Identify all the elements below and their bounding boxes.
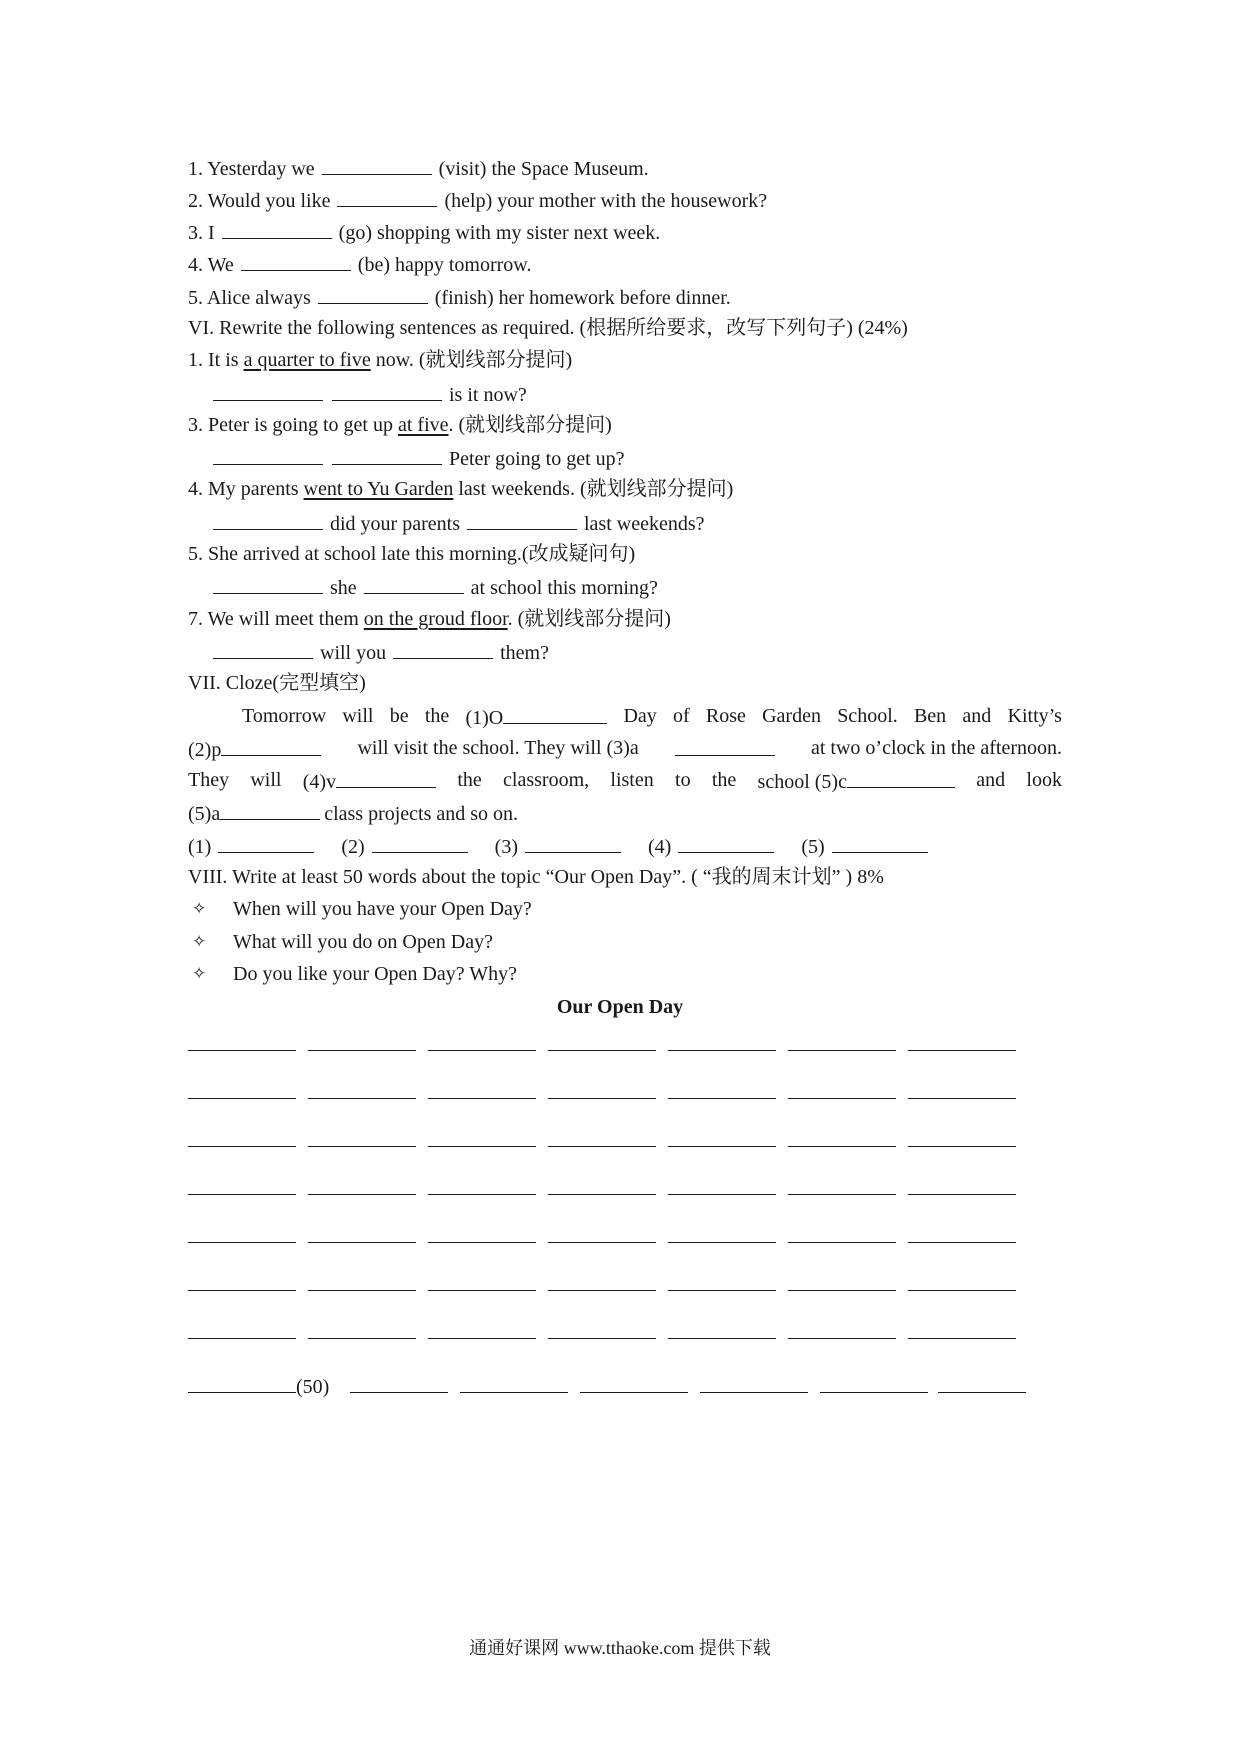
writing-line[interactable] xyxy=(308,1146,416,1147)
writing-line[interactable] xyxy=(908,1290,1016,1291)
answer-blank[interactable] xyxy=(213,573,323,594)
prompt-question: What will you do on Open Day? xyxy=(233,931,493,953)
exercise-item xyxy=(188,606,671,632)
item-text: at school this morning? xyxy=(470,577,658,599)
exercise-item xyxy=(188,283,731,311)
cloze-word: Ben xyxy=(913,705,947,727)
writing-line[interactable] xyxy=(428,1290,536,1291)
writing-line[interactable] xyxy=(788,1194,896,1195)
writing-line[interactable] xyxy=(428,1050,536,1051)
answer-blank[interactable] xyxy=(393,638,493,659)
item-number: 3. xyxy=(188,414,203,436)
answer-blank[interactable] xyxy=(318,283,428,304)
answer-blank[interactable] xyxy=(213,509,323,530)
section-heading: VI. Rewrite the following sentences as required. (根据所给要求，改写下列句子) (24%) xyxy=(188,317,908,339)
item-text: them? xyxy=(500,642,549,664)
writing-line[interactable] xyxy=(188,1194,296,1195)
item-text: My parents xyxy=(208,478,299,500)
answer-label: (2) xyxy=(341,836,365,858)
writing-line[interactable] xyxy=(668,1146,776,1147)
item-number: 5. xyxy=(188,543,203,565)
exercise-item xyxy=(188,250,531,278)
item-number: 3. xyxy=(188,222,203,244)
item-number: 1. xyxy=(188,158,203,180)
writing-line[interactable] xyxy=(548,1098,656,1099)
item-text: will you xyxy=(320,642,387,664)
writing-line[interactable] xyxy=(668,1194,776,1195)
cloze-word: listen xyxy=(610,769,654,791)
section-heading: VII. Cloze(完型填空) xyxy=(188,672,366,694)
writing-line[interactable] xyxy=(308,1290,416,1291)
item-text: We xyxy=(207,254,234,276)
item-text: We will meet them xyxy=(207,608,359,630)
star-bullet-icon: ✧ xyxy=(192,964,207,984)
cloze-word: (5)c xyxy=(814,771,847,793)
writing-line[interactable] xyxy=(700,1392,808,1393)
writing-line[interactable] xyxy=(188,1290,296,1291)
writing-line[interactable] xyxy=(188,1338,296,1339)
cloze-word: look xyxy=(1026,769,1062,791)
writing-line[interactable] xyxy=(908,1338,1016,1339)
writing-line[interactable] xyxy=(428,1338,536,1339)
writing-line[interactable] xyxy=(938,1392,1026,1393)
item-text: Peter going to get up? xyxy=(449,448,625,470)
answer-line xyxy=(211,638,549,666)
answer-blank[interactable] xyxy=(525,832,621,853)
item-text: is it now? xyxy=(449,384,527,406)
answer-blank[interactable] xyxy=(332,444,442,465)
writing-line[interactable] xyxy=(668,1098,776,1099)
cloze-word: Rose xyxy=(705,705,746,727)
cloze-blank[interactable] xyxy=(675,735,775,756)
exercise-item xyxy=(188,412,612,438)
writing-line[interactable] xyxy=(908,1194,1016,1195)
writing-line[interactable] xyxy=(428,1146,536,1147)
exercise-item xyxy=(188,154,649,182)
star-bullet-icon: ✧ xyxy=(192,932,207,952)
answer-label: (5) xyxy=(801,836,825,858)
cloze-word: School. xyxy=(837,705,898,727)
writing-line[interactable] xyxy=(308,1050,416,1051)
writing-line[interactable] xyxy=(188,1050,296,1051)
writing-line[interactable] xyxy=(188,1242,296,1243)
cloze-word: They xyxy=(188,769,230,791)
cloze-word: Garden xyxy=(762,705,821,727)
writing-line[interactable] xyxy=(308,1098,416,1099)
answer-label: (4) xyxy=(647,836,672,858)
underlined-phrase: a quarter to five xyxy=(243,349,371,371)
item-text: she xyxy=(330,577,357,599)
answer-blank[interactable] xyxy=(364,573,464,594)
answer-blank[interactable] xyxy=(218,832,314,853)
item-text: Peter is going to get up xyxy=(208,414,393,436)
item-text: Would you like xyxy=(207,190,331,212)
cloze-blank[interactable] xyxy=(336,767,436,788)
writing-line[interactable] xyxy=(308,1338,416,1339)
writing-line[interactable] xyxy=(788,1050,896,1051)
writing-line[interactable] xyxy=(188,1098,296,1099)
item-number: 7. xyxy=(188,608,203,630)
item-text: last weekends. (就划线部分提问) xyxy=(458,478,734,500)
writing-line[interactable] xyxy=(548,1146,656,1147)
cloze-word: of xyxy=(673,705,690,727)
cloze-word: and xyxy=(976,769,1006,791)
exercise-item xyxy=(188,541,635,567)
essay-title: Our Open Day xyxy=(556,996,684,1018)
writing-line[interactable] xyxy=(548,1194,656,1195)
cloze-line xyxy=(242,703,1062,731)
writing-line[interactable] xyxy=(188,1146,296,1147)
item-text: now. (就划线部分提问) xyxy=(375,349,573,371)
writing-line[interactable] xyxy=(428,1242,536,1243)
writing-line[interactable] xyxy=(548,1242,656,1243)
underlined-phrase: on the groud floor xyxy=(363,608,508,630)
answer-line xyxy=(211,444,625,472)
writing-line[interactable] xyxy=(548,1290,656,1291)
underlined-phrase: at five xyxy=(397,414,449,436)
cloze-blank[interactable] xyxy=(503,703,607,724)
underlined-phrase: went to Yu Garden xyxy=(303,478,454,500)
cloze-word: will xyxy=(250,769,282,791)
exercise-item xyxy=(188,186,767,214)
prompt-question: Do you like your Open Day? Why? xyxy=(233,963,518,985)
cloze-blank[interactable] xyxy=(847,767,955,788)
cloze-line xyxy=(188,767,1062,795)
writing-line[interactable] xyxy=(428,1098,536,1099)
cloze-line xyxy=(188,735,1062,763)
item-text: (help) your mother with the housework? xyxy=(444,190,768,212)
writing-line[interactable] xyxy=(908,1050,1016,1051)
cloze-line xyxy=(188,799,518,827)
writing-line[interactable] xyxy=(308,1242,416,1243)
cloze-word: the xyxy=(424,705,450,727)
item-number: 2. xyxy=(188,190,203,212)
answer-blank[interactable] xyxy=(213,638,313,659)
writing-line[interactable] xyxy=(788,1242,896,1243)
cloze-word: (4)v xyxy=(302,771,337,793)
item-text: Yesterday we xyxy=(207,158,315,180)
footer-text: 通通好课网 www.tthaoke.com 提供下载 xyxy=(469,1638,771,1658)
item-text: I xyxy=(208,222,215,244)
cloze-word: (1)O xyxy=(465,707,504,729)
writing-line[interactable] xyxy=(548,1050,656,1051)
cloze-word: be xyxy=(389,705,409,727)
answer-label: (1) xyxy=(188,836,212,858)
answer-blank[interactable] xyxy=(332,380,442,401)
writing-line[interactable] xyxy=(668,1242,776,1243)
cloze-word: (2)p xyxy=(188,739,222,761)
writing-line[interactable] xyxy=(788,1098,896,1099)
star-bullet-icon: ✧ xyxy=(192,899,207,919)
writing-line[interactable] xyxy=(908,1146,1016,1147)
cloze-word: will xyxy=(342,705,374,727)
writing-line[interactable] xyxy=(908,1098,1016,1099)
prompt-question: When will you have your Open Day? xyxy=(233,898,532,920)
writing-line[interactable] xyxy=(668,1050,776,1051)
writing-line[interactable] xyxy=(668,1290,776,1291)
cloze-word: the xyxy=(711,769,737,791)
answer-blank[interactable] xyxy=(322,154,432,175)
writing-line[interactable] xyxy=(460,1392,568,1393)
word-count-marker: (50) xyxy=(296,1376,330,1398)
item-text: . (就划线部分提问) xyxy=(507,608,671,630)
cloze-word: the xyxy=(457,769,482,791)
exercise-item xyxy=(188,476,733,502)
answer-blank[interactable] xyxy=(213,444,323,465)
exercise-item xyxy=(188,218,660,246)
item-text: (go) shopping with my sister next week. xyxy=(338,222,661,244)
answer-line xyxy=(211,573,658,601)
answer-blank[interactable] xyxy=(467,509,577,530)
item-number: 1. xyxy=(188,349,203,371)
cloze-word: classroom, xyxy=(503,769,590,791)
answer-blank[interactable] xyxy=(832,832,928,853)
item-text: Alice always xyxy=(206,287,311,309)
answer-blank[interactable] xyxy=(678,832,774,853)
item-number: 4. xyxy=(188,254,203,276)
cloze-text: will visit the school. They will (3)a xyxy=(357,737,639,759)
item-text: (visit) the Space Museum. xyxy=(438,158,649,180)
item-text: It is xyxy=(208,349,239,371)
item-number: 5. xyxy=(188,287,203,309)
cloze-word: Kitty’s xyxy=(1007,705,1062,727)
exercise-item xyxy=(188,347,572,373)
answer-blank[interactable] xyxy=(241,250,351,271)
answer-blank[interactable] xyxy=(213,380,323,401)
item-text: . (就划线部分提问) xyxy=(448,414,612,436)
item-text: (finish) her homework before dinner. xyxy=(434,287,731,309)
writing-line[interactable] xyxy=(788,1338,896,1339)
answer-blank[interactable] xyxy=(372,832,468,853)
answer-label: (3) xyxy=(494,836,518,858)
answer-line xyxy=(211,509,705,537)
cloze-blank[interactable] xyxy=(220,799,320,820)
item-text: did your parents xyxy=(330,513,460,535)
answer-line xyxy=(211,380,527,408)
cloze-blank[interactable] xyxy=(221,735,321,756)
writing-line[interactable] xyxy=(188,1392,296,1393)
item-text: (be) happy tomorrow. xyxy=(357,254,532,276)
writing-line[interactable] xyxy=(428,1194,536,1195)
answer-blank[interactable] xyxy=(222,218,332,239)
writing-line[interactable] xyxy=(580,1392,688,1393)
answer-blank[interactable] xyxy=(337,186,437,207)
writing-line[interactable] xyxy=(548,1338,656,1339)
cloze-answer-row xyxy=(188,832,930,860)
cloze-word: Tomorrow xyxy=(242,705,327,727)
cloze-word: (5)a xyxy=(188,803,221,825)
writing-line[interactable] xyxy=(668,1338,776,1339)
cloze-word: Day xyxy=(623,705,657,727)
writing-line[interactable] xyxy=(308,1194,416,1195)
item-text: last weekends? xyxy=(583,513,705,535)
writing-line[interactable] xyxy=(820,1392,928,1393)
section-heading: VIII. Write at least 50 words about the topic “Our Open Day”. ( “我的周末计划” ) 8% xyxy=(188,866,884,888)
cloze-text: class projects and so on. xyxy=(324,803,519,825)
cloze-word: school xyxy=(757,771,810,793)
item-text: She arrived at school late this morning.(改成疑问句) xyxy=(208,543,636,565)
writing-line[interactable] xyxy=(788,1290,896,1291)
writing-line[interactable] xyxy=(908,1242,1016,1243)
item-number: 4. xyxy=(188,478,203,500)
cloze-word: to xyxy=(675,769,691,791)
writing-line[interactable] xyxy=(788,1146,896,1147)
cloze-word: and xyxy=(962,705,992,727)
cloze-text: at two o’clock in the afternoon. xyxy=(810,737,1062,759)
writing-line[interactable] xyxy=(350,1392,448,1393)
